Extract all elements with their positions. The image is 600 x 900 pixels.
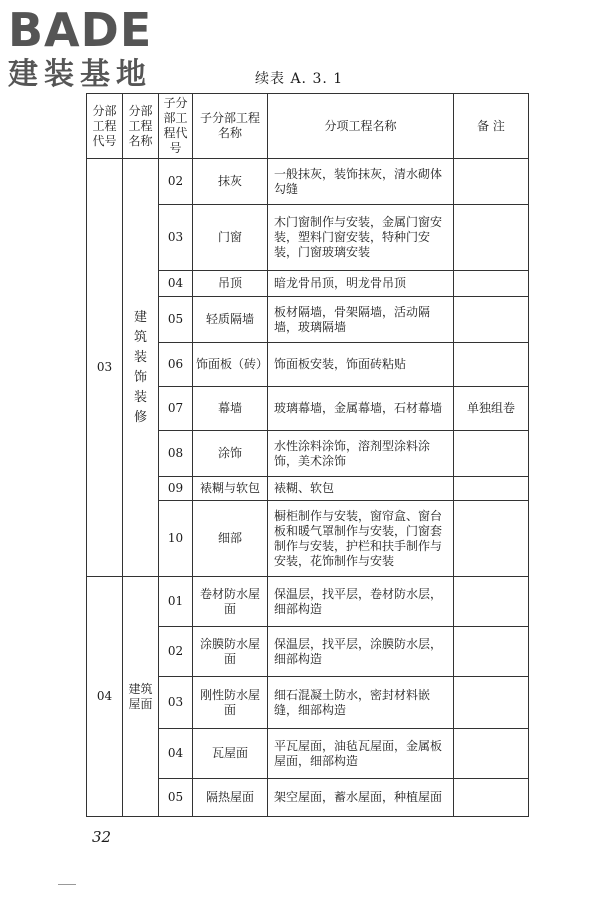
item-names: 暗龙骨吊顶，明龙骨吊顶 (268, 271, 454, 297)
subdivision-code: 02 (159, 159, 193, 205)
logo-wordmark: BADE (8, 3, 153, 57)
subdivision-name: 细部 (193, 501, 268, 577)
subdivision-name: 门窗 (193, 205, 268, 271)
remark-cell (454, 577, 529, 627)
item-names: 保温层，找平层，涂膜防水层，细部构造 (268, 627, 454, 677)
header-remark: 备 注 (454, 94, 529, 159)
remark-cell (454, 477, 529, 501)
subdivision-name: 涂饰 (193, 431, 268, 477)
table-row (87, 159, 529, 205)
remark-cell (454, 159, 529, 205)
subdivision-name: 刚性防水屋面 (193, 677, 268, 729)
item-names: 细石混凝土防水，密封材料嵌缝，细部构造 (268, 677, 454, 729)
logo-tagline: 建装基地 (8, 57, 152, 92)
subdivision-code: 04 (159, 271, 193, 297)
subdivision-name: 幕墙 (193, 387, 268, 431)
subdivision-name: 裱糊与软包 (193, 477, 268, 501)
division-code: 03 (87, 159, 123, 577)
subdivision-code: 06 (159, 343, 193, 387)
item-names: 一般抹灰，装饰抹灰，清水砌体勾缝 (268, 159, 454, 205)
page-number: 32 (92, 828, 112, 846)
division-name: 建筑屋面 (123, 577, 159, 817)
subdivision-name: 瓦屋面 (193, 729, 268, 779)
remark-cell (454, 501, 529, 577)
header-subdivision-code: 子分部工程代号 (159, 94, 193, 159)
subdivision-code: 10 (159, 501, 193, 577)
table-row (87, 577, 529, 627)
remark-cell (454, 297, 529, 343)
header-row (87, 94, 529, 159)
subdivision-code: 08 (159, 431, 193, 477)
subdivision-name: 涂膜防水屋面 (193, 627, 268, 677)
subdivision-name: 隔热屋面 (193, 779, 268, 817)
bottom-divider (58, 884, 76, 885)
subdivision-code: 01 (159, 577, 193, 627)
subdivision-code: 05 (159, 779, 193, 817)
item-names: 橱柜制作与安装，窗帘盒、窗台板和暖气罩制作与安装，门窗套制作与安装，护栏和扶手制作与安装，花饰制作与安装 (268, 501, 454, 577)
remark-cell (454, 677, 529, 729)
remark-cell (454, 271, 529, 297)
remark-cell (454, 729, 529, 779)
subdivision-code: 05 (159, 297, 193, 343)
subdivision-code: 07 (159, 387, 193, 431)
brand-logo (8, 3, 173, 92)
remark-cell (454, 343, 529, 387)
item-names: 水性涂料涂饰，溶剂型涂料涂饰，美术涂饰 (268, 431, 454, 477)
subdivision-name: 轻质隔墙 (193, 297, 268, 343)
subdivision-code: 04 (159, 729, 193, 779)
subdivision-code: 02 (159, 627, 193, 677)
remark-cell (454, 205, 529, 271)
remark-cell (454, 627, 529, 677)
subdivision-code: 09 (159, 477, 193, 501)
item-names: 饰面板安装，饰面砖粘贴 (268, 343, 454, 387)
header-division-code: 分部工程代号 (87, 94, 123, 159)
item-names: 木门窗制作与安装，金属门窗安装，塑料门窗安装，特种门安装，门窗玻璃安装 (268, 205, 454, 271)
subdivision-name: 卷材防水屋面 (193, 577, 268, 627)
item-names: 架空屋面，蓄水屋面，种植屋面 (268, 779, 454, 817)
header-item-names: 分项工程名称 (268, 94, 454, 159)
table-caption: 续表 A. 3. 1 (255, 71, 344, 87)
remark-cell (454, 431, 529, 477)
subdivision-name: 饰面板（砖） (193, 343, 268, 387)
subdivision-code: 03 (159, 677, 193, 729)
item-names: 板材隔墙，骨架隔墙，活动隔墙，玻璃隔墙 (268, 297, 454, 343)
item-names: 玻璃幕墙，金属幕墙，石材幕墙 (268, 387, 454, 431)
subdivision-name: 抹灰 (193, 159, 268, 205)
header-division-name: 分部工程名称 (123, 94, 159, 159)
item-names: 保温层，找平层，卷材防水层，细部构造 (268, 577, 454, 627)
division-name: 建筑装饰装修 (123, 159, 159, 577)
subdivision-code: 03 (159, 205, 193, 271)
engineering-division-table (86, 93, 529, 817)
item-names: 平瓦屋面，油毡瓦屋面，金属板屋面，细部构造 (268, 729, 454, 779)
division-code: 04 (87, 577, 123, 817)
header-subdivision-name: 子分部工程名称 (193, 94, 268, 159)
subdivision-name: 吊顶 (193, 271, 268, 297)
remark-cell: 单独组卷 (454, 387, 529, 431)
item-names: 裱糊、软包 (268, 477, 454, 501)
remark-cell (454, 779, 529, 817)
